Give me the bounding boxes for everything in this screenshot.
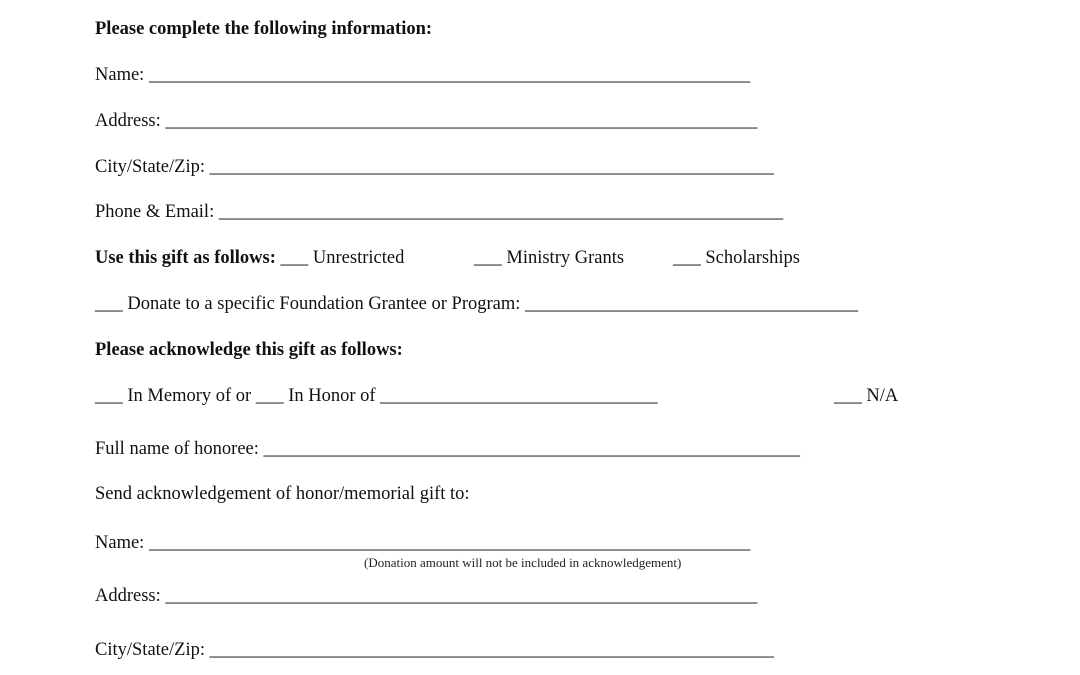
- scholarships-label: Scholarships: [705, 248, 800, 268]
- donation-amount-note: (Donation amount will not be included in acknowledgement): [364, 555, 682, 570]
- specific-grantee-label: Donate to a specific Foundation Grantee or Program:: [127, 294, 521, 314]
- recipient-address-row: [95, 587, 757, 606]
- unrestricted-label: Unrestricted: [312, 248, 405, 268]
- recipient-city-row: [95, 641, 774, 660]
- memory-checkbox[interactable]: ___: [95, 386, 123, 406]
- recipient-name-label: Name:: [95, 533, 145, 553]
- donor-address-field[interactable]: ________________________________________________________________: [165, 111, 758, 131]
- recipient-city-field[interactable]: _____________________________________________________________: [209, 640, 774, 660]
- donor-city-row: [95, 158, 774, 177]
- scholarships-checkbox[interactable]: ___: [673, 248, 701, 268]
- recipient-address-label: Address:: [95, 586, 161, 606]
- acknowledge-heading: Please acknowledge this gift as follows:: [95, 340, 403, 360]
- memory-honor-row: [95, 387, 658, 406]
- specific-grantee-row: [95, 295, 858, 314]
- ministry-grants-option: [474, 249, 624, 268]
- ministry-grants-label: Ministry Grants: [506, 248, 625, 268]
- specific-grantee-checkbox[interactable]: ___: [95, 294, 123, 314]
- honoree-row: [95, 440, 800, 459]
- recipient-name-row: [95, 534, 750, 553]
- specific-grantee-field[interactable]: ____________________________________: [525, 294, 859, 314]
- na-option: [834, 387, 898, 406]
- donor-name-field[interactable]: _________________________________________________________________: [148, 65, 751, 85]
- memory-label: In Memory of or: [127, 386, 252, 406]
- scholarships-option: [673, 249, 800, 268]
- donor-phone-field[interactable]: _____________________________________________________________: [218, 202, 784, 222]
- honor-field[interactable]: ______________________________: [380, 386, 658, 406]
- ministry-grants-checkbox[interactable]: ___: [474, 248, 502, 268]
- recipient-address-field[interactable]: ________________________________________________________________: [165, 586, 758, 606]
- donor-address-row: [95, 112, 757, 131]
- honor-label: In Honor of: [288, 386, 376, 406]
- honoree-field[interactable]: __________________________________________________________: [263, 439, 801, 459]
- donor-name-label: Name:: [95, 65, 145, 85]
- gift-use-row: [95, 249, 404, 268]
- na-checkbox[interactable]: ___: [834, 386, 862, 406]
- honor-checkbox[interactable]: ___: [255, 386, 284, 406]
- unrestricted-checkbox[interactable]: ___: [280, 248, 309, 268]
- honoree-label: Full name of honoree:: [95, 439, 259, 459]
- recipient-name-field[interactable]: _________________________________________________________________: [148, 533, 751, 553]
- na-label: N/A: [866, 386, 899, 406]
- donor-phone-row: [95, 203, 783, 222]
- donor-city-field[interactable]: _____________________________________________________________: [209, 157, 774, 177]
- donor-address-label: Address:: [95, 111, 161, 131]
- gift-use-label: Use this gift as follows:: [95, 248, 276, 268]
- form-heading: Please complete the following information:: [95, 19, 433, 39]
- send-acknowledgement-label: Send acknowledgement of honor/memorial gift to:: [95, 484, 470, 504]
- donor-name-row: [95, 66, 750, 85]
- donor-phone-label: Phone & Email:: [95, 202, 215, 222]
- donor-city-label: City/State/Zip:: [95, 157, 205, 177]
- recipient-city-label: City/State/Zip:: [95, 640, 205, 660]
